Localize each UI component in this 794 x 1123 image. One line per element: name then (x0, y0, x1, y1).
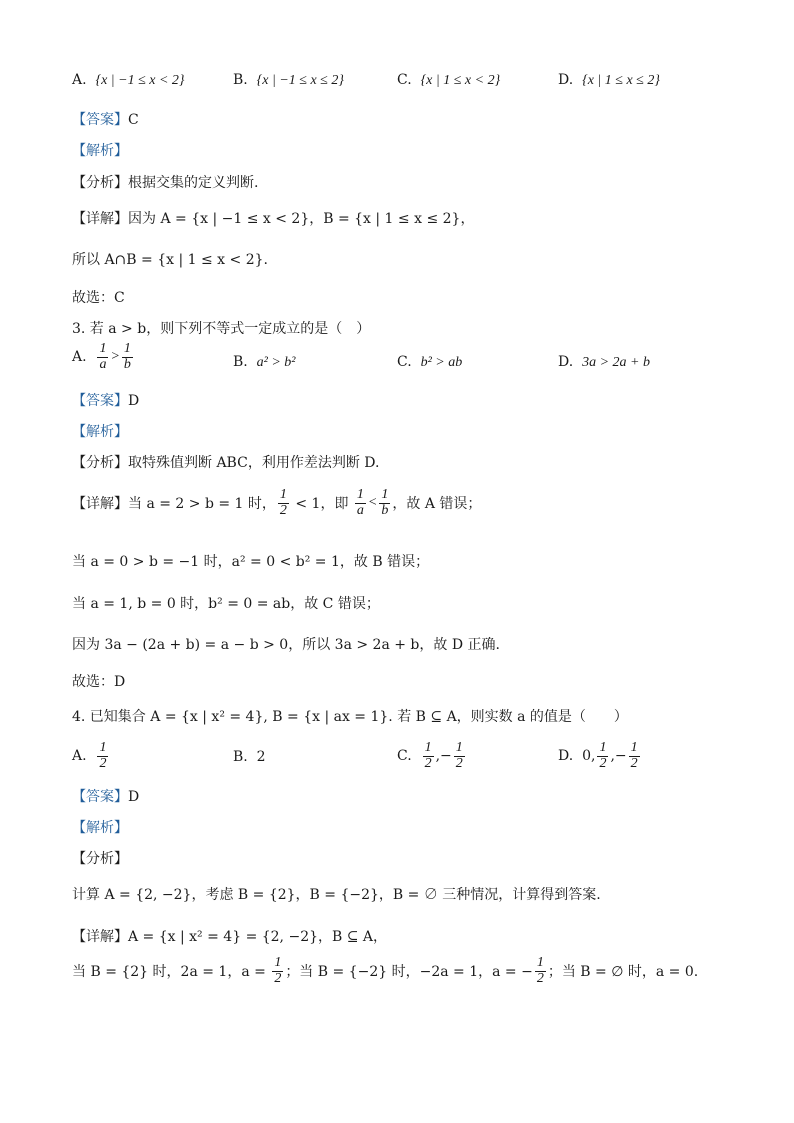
q4-detail-1: 【详解】A = {x | x² = 4} = {2, −2}，B ⊆ A， (72, 929, 388, 945)
fraction-1-over-a: $\frac{1}{a}$ (356, 487, 364, 518)
fraction-1-over-b: $\frac{1}{b}$ (381, 487, 389, 518)
q4-option-c: C. $\frac{1}{2}$ ,− $\frac{1}{2}$ (397, 740, 463, 771)
q3-detail-1: 【详解】当 a = 2 > b = 1 时， $\frac{1}{2}$ < 1，即 $\frac{1}{a}$ < $\frac{1}{b}$ ，故 A 错误； (72, 487, 482, 518)
q2-analysis-heading: 【解析】 (72, 143, 128, 159)
fraction-1-over-2: $\frac{1}{2}$ (599, 740, 607, 771)
q3-option-d: D. 3a > 2a + b (558, 354, 650, 370)
q3-detail-4: 因为 3a − (2a + b) = a − b > 0，所以 3a > 2a + b，故 D 正确. (72, 637, 500, 653)
q4-option-a: A. $\frac{1}{2}$ (72, 740, 107, 771)
q3-answer: 【答案】D (72, 393, 140, 409)
q2-detail: 【详解】因为 A = {x | −1 ≤ x < 2}，B = {x | 1 ≤ x ≤ 2}， (72, 211, 475, 227)
q4-answer: 【答案】D (72, 789, 140, 805)
q4-stem: 4. 已知集合 A = {x | x² = 4}, B = {x | ax = 1}. 若 B ⊆ A，则实数 a 的值是（ ） (72, 709, 628, 725)
q4-option-d: D. 0, $\frac{1}{2}$ ,− $\frac{1}{2}$ (558, 740, 638, 771)
fraction-1-over-a: $\frac{1}{a}$ (99, 341, 107, 372)
fraction-1-over-2: $\frac{1}{2}$ (536, 955, 544, 986)
q3-option-b: B. a² > b² (233, 354, 296, 370)
q3-choice: 故选：D (72, 674, 126, 690)
q2-choice: 故选：C (72, 290, 125, 306)
q4-fenxi-heading: 【分析】 (72, 851, 128, 867)
q3-option-c: C. b² > ab (397, 354, 463, 370)
q3-analysis-heading: 【解析】 (72, 424, 128, 440)
fraction-1-over-2: $\frac{1}{2}$ (274, 955, 282, 986)
q2-fenxi: 【分析】根据交集的定义判断. (72, 175, 259, 191)
fraction-1-over-b: $\frac{1}{b}$ (123, 341, 131, 372)
fraction-1-over-2: $\frac{1}{2}$ (630, 740, 638, 771)
q3-option-a: A. $\frac{1}{a}$ > $\frac{1}{b}$ (72, 341, 131, 372)
fraction-1-over-2: $\frac{1}{2}$ (279, 487, 287, 518)
q2-option-b: B. {x | −1 ≤ x ≤ 2} (233, 72, 344, 88)
q4-option-b: B. 2 (233, 749, 266, 765)
fraction-1-over-2: $\frac{1}{2}$ (455, 740, 463, 771)
q2-detail-2: 所以 A∩B = {x | 1 ≤ x < 2}. (72, 252, 268, 268)
q3-detail-3: 当 a = 1, b = 0 时，b² = 0 = ab，故 C 错误； (72, 596, 380, 612)
fraction-1-over-2: $\frac{1}{2}$ (99, 740, 107, 771)
q3-fenxi: 【分析】取特殊值判断 ABC，利用作差法判断 D. (72, 455, 380, 471)
q3-stem: 3. 若 a > b，则下列不等式一定成立的是（ ） (72, 321, 371, 337)
q2-answer: 【答案】C (72, 112, 139, 128)
q3-detail-2: 当 a = 0 > b = −1 时，a² = 0 < b² = 1，故 B 错误； (72, 554, 430, 570)
q4-calc: 计算 A = {2, −2}，考虑 B = {2}，B = {−2}，B = ∅ 三种情况，计算得到答案. (72, 887, 601, 903)
q2-option-d: D. {x | 1 ≤ x ≤ 2} (558, 72, 660, 88)
fraction-1-over-2: $\frac{1}{2}$ (424, 740, 432, 771)
q2-option-a: A. {x | −1 ≤ x < 2} (72, 72, 185, 88)
q2-option-c: C. {x | 1 ≤ x < 2} (397, 72, 501, 88)
q4-analysis-heading: 【解析】 (72, 820, 128, 836)
q4-detail-2: 当 B = {2} 时，2a = 1，a = $\frac{1}{2}$ ；当 B = {−2} 时，−2a = 1，a = − $\frac{1}{2}$ ；当 B = ∅ 时，a = 0. (72, 955, 699, 986)
